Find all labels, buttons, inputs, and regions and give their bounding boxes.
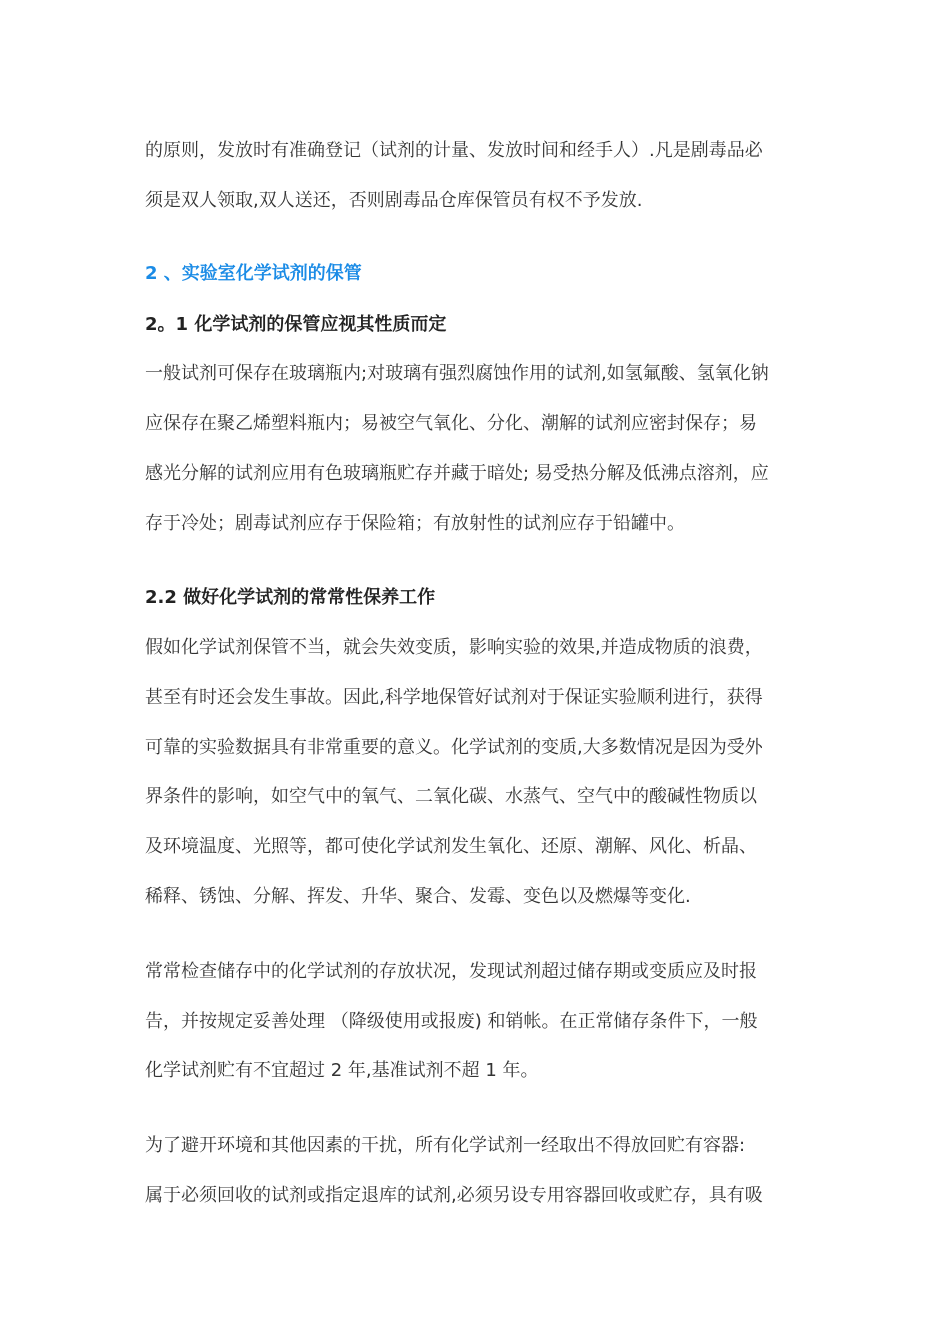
paragraph-1-line-1: 假如化学试剂保管不当，就会失效变质，影响实验的效果,并造成物质的浪费， [145, 637, 763, 658]
paragraph-3-line-2: 属于必须回收的试剂或指定退库的试剂,必须另设专用容器回收或贮存，具有吸 [145, 1185, 763, 1206]
subsection-1-line-1: 一般试剂可保存在玻璃瓶内;对玻璃有强烈腐蚀作用的试剂,如氢氟酸、氢氧化钠 [145, 363, 769, 384]
paragraph-1-line-5: 及环境温度、光照等，都可使化学试剂发生氧化、还原、潮解、风化、析晶、 [145, 836, 757, 857]
paragraph-1-line-6: 稀释、锈蚀、分解、挥发、升华、聚合、发霉、变色以及燃爆等变化. [145, 886, 691, 907]
paragraph-1-line-2: 甚至有时还会发生事故。因此,科学地保管好试剂对于保证实验顺利进行，获得 [145, 687, 763, 708]
subsection-1-line-3: 感光分解的试剂应用有色玻璃瓶贮存并藏于暗处; 易受热分解及低沸点溶剂，应 [145, 463, 769, 484]
continuation-line-1: 的原则，发放时有准确登记（试剂的计量、发放时间和经手人）.凡是剧毒品必 [145, 140, 763, 161]
subsection-1-line-4: 存于冷处；剧毒试剂应存于保险箱；有放射性的试剂应存于铅罐中。 [145, 513, 685, 534]
continuation-line-2: 须是双人领取,双人送还，否则剧毒品仓库保管员有权不予发放. [145, 190, 643, 211]
subsection-2-heading: 2.2 做好化学试剂的常常性保养工作 [145, 587, 436, 608]
paragraph-3-line-1: 为了避开环境和其他因素的干扰，所有化学试剂一经取出不得放回贮有容器: [145, 1135, 746, 1156]
subsection-1-line-2: 应保存在聚乙烯塑料瓶内；易被空气氧化、分化、潮解的试剂应密封保存；易 [145, 413, 757, 434]
paragraph-2-line-1: 常常检查储存中的化学试剂的存放状况，发现试剂超过储存期或变质应及时报 [145, 961, 757, 982]
paragraph-2-line-2: 告，并按规定妥善处理 （降级使用或报废) 和销帐。在正常储存条件下，一般 [145, 1011, 758, 1032]
subsection-1-heading: 2。1 化学试剂的保管应视其性质而定 [145, 314, 447, 335]
paragraph-2-line-3: 化学试剂贮有不宜超过 2 年,基准试剂不超 1 年。 [145, 1060, 539, 1081]
section-heading: 2 、实验室化学试剂的保管 [145, 263, 362, 284]
paragraph-1-line-3: 可靠的实验数据具有非常重要的意义。化学试剂的变质,大多数情况是因为受外 [145, 737, 763, 758]
paragraph-1-line-4: 界条件的影响，如空气中的氧气、二氧化碳、水蒸气、空气中的酸碱性物质以 [145, 786, 757, 807]
